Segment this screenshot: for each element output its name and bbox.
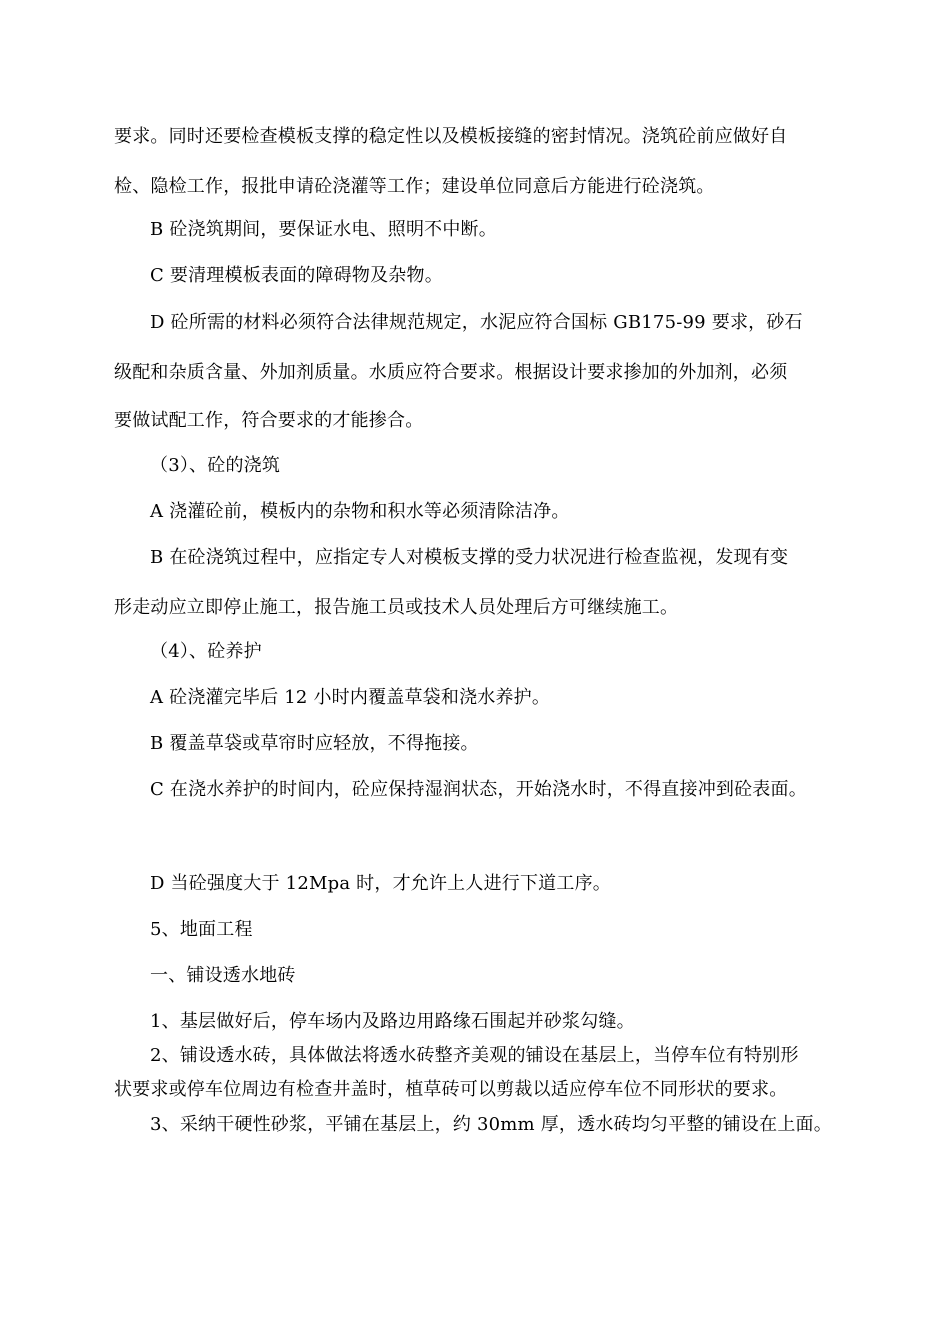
text-line: 级配和杂质含量、外加剂质量。水质应符合要求。根据设计要求掺加的外加剂，必须	[114, 362, 788, 383]
section-heading: 5、地面工程	[150, 919, 253, 940]
text-line: D 砼所需的材料必须符合法律规范规定，水泥应符合国标 GB175-99 要求，砂石	[150, 312, 803, 333]
text-line: B 砼浇筑期间，要保证水电、照明不中断。	[150, 219, 497, 240]
text-line: A 砼浇灌完毕后 12 小时内覆盖草袋和浇水养护。	[150, 687, 551, 708]
text-line: B 覆盖草袋或草帘时应轻放，不得拖接。	[150, 733, 479, 754]
section-heading: （4）、砼养护	[150, 641, 262, 662]
text-line: D 当砼强度大于 12Mpa 时，才允许上人进行下道工序。	[150, 873, 611, 894]
text-line: 1、基层做好后，停车场内及路边用路缘石围起并砂浆勾缝。	[150, 1011, 635, 1032]
text-line: 要做试配工作，符合要求的才能掺合。	[114, 410, 424, 431]
section-heading: （3）、砼的浇筑	[150, 455, 281, 476]
text-line: 3、采纳干硬性砂浆，平铺在基层上，约 30mm 厚，透水砖均匀平整的铺设在上面。	[150, 1114, 832, 1135]
text-line: 状要求或停车位周边有检查井盖时，植草砖可以剪裁以适应停车位不同形状的要求。	[114, 1079, 788, 1100]
text-line: B 在砼浇筑过程中，应指定专人对模板支撑的受力状况进行检查监视，发现有变	[150, 547, 789, 568]
text-line: C 要清理模板表面的障碍物及杂物。	[150, 265, 443, 286]
text-line: 检、隐检工作，报批申请砼浇灌等工作；建设单位同意后方能进行砼浇筑。	[114, 176, 715, 197]
section-heading: 一、铺设透水地砖	[150, 965, 296, 986]
text-line: C 在浇水养护的时间内，砼应保持湿润状态，开始浇水时，不得直接冲到砼表面。	[150, 779, 807, 800]
text-line: A 浇灌砼前，模板内的杂物和积水等必须清除洁净。	[150, 501, 570, 522]
text-line: 形走动应立即停止施工，报告施工员或技术人员处理后方可继续施工。	[114, 597, 679, 618]
text-line: 2、铺设透水砖，具体做法将透水砖整齐美观的铺设在基层上，当停车位有特别形	[150, 1045, 799, 1066]
text-line: 要求。同时还要检查模板支撑的稳定性以及模板接缝的密封情况。浇筑砼前应做好自	[114, 126, 788, 147]
